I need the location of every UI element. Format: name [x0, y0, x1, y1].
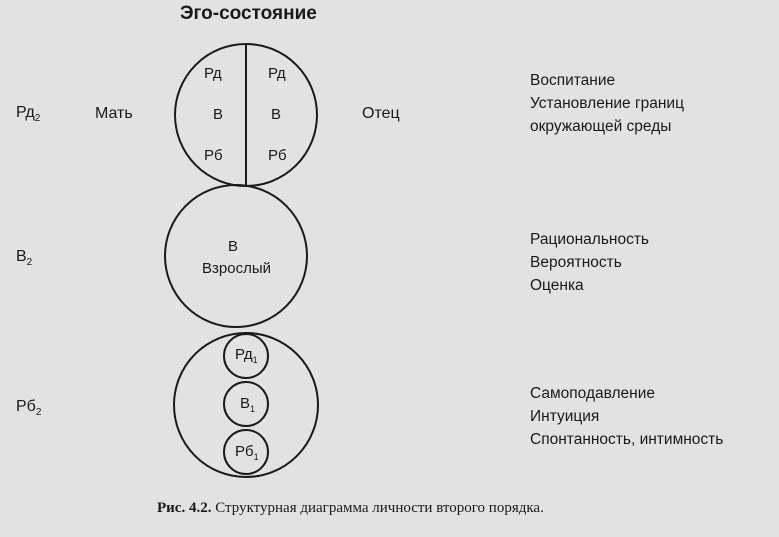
adult-letter: В [228, 238, 239, 255]
adult-name: Взрослый [202, 260, 271, 277]
child-adult-label: $В_1$ [240, 395, 256, 414]
father-child-label: Рб [268, 147, 287, 164]
father-parent-label: Рд [268, 65, 286, 82]
child-child-label: $Рб_1$ [235, 443, 259, 462]
father-adult-label: В [271, 106, 282, 123]
adult-description: Рациональность Вероятность Оценка [530, 231, 650, 294]
figure-caption: Рис. 4.2. Структурная диаграмма личности второго порядка. [157, 500, 544, 516]
child-parent-label: $Рд_1$ [235, 346, 258, 365]
adult-circle [165, 185, 307, 327]
mother-label: Мать [95, 105, 133, 122]
mother-child-label: Рб [204, 147, 223, 164]
diagram-title: Эго-состояние [180, 3, 317, 24]
father-label: Отец [362, 105, 400, 122]
parent-side-label: $Рд_2$ [16, 104, 41, 124]
adult-side-label: $В_2$ [16, 248, 33, 268]
child-description: Самоподавление Интуиция Спонтанность, интимность [530, 385, 724, 448]
child-side-label: $Рб_2$ [16, 398, 42, 418]
mother-adult-label: В [213, 106, 224, 123]
mother-parent-label: Рд [204, 65, 222, 82]
parent-description: Воспитание Установление границ окружающей среды [530, 72, 684, 135]
